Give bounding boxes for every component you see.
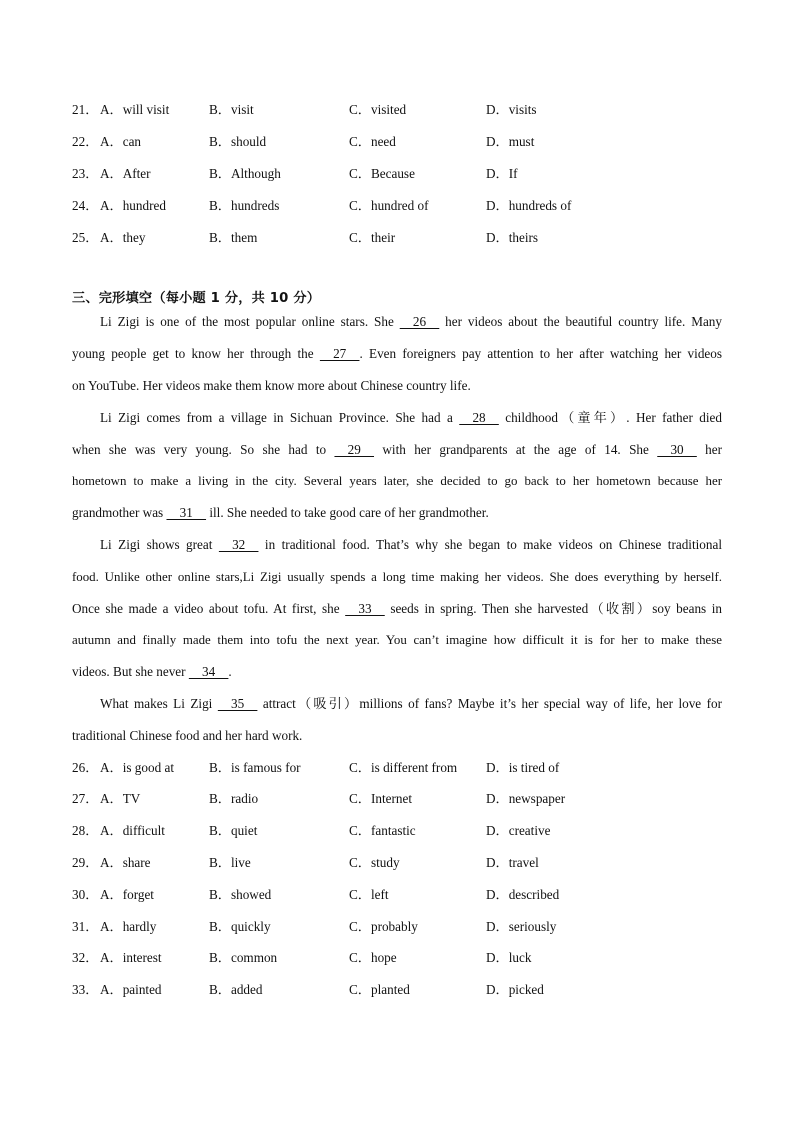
option-d: D．theirs [486,230,539,245]
option-c: C．is different from [349,760,458,775]
option-a: A．After [100,166,151,181]
passage-line: food. Unlike other online stars,Li Zigi usually spends a long time making her videos. She does everything by herself. [72,570,722,584]
option-d: D．If [486,166,518,181]
question-number: 31． [72,919,99,934]
option-a: A．they [100,230,146,245]
option-c: C．visited [349,102,407,117]
option-d: D．described [486,887,560,902]
option-b: B．is famous for [209,760,301,775]
question-number: 25． [72,230,99,245]
blank-31: 31 [166,505,207,520]
blank-32: 32 [218,537,259,552]
option-a: A．forget [100,887,154,902]
blank-34: 34 [188,664,229,679]
passage-line: traditional Chinese food and her hard work. [72,728,303,743]
question-number: 21． [72,102,99,117]
option-b: B．showed [209,887,272,902]
option-a: A．hardly [100,919,157,934]
blank-26: 26 [399,314,440,329]
blank-27: 27 [319,346,360,361]
option-b: B．quiet [209,823,258,838]
option-c: C．need [349,134,396,149]
passage-line: What makes Li Zigi 35 attract（吸引）millions of fans? Maybe it’s her special way of life, her love for [100,694,722,714]
option-c: C．Internet [349,791,412,806]
option-a: A．painted [100,982,162,997]
option-b: B．quickly [209,919,271,934]
option-d: D．travel [486,855,539,870]
option-b: B．added [209,982,263,997]
option-a: A．interest [100,950,162,965]
question-number: 24． [72,198,99,213]
passage-line: young people get to know her through the 27 . Even foreigners pay attention to her after watching her videos [72,344,722,364]
passage-line: autumn and finally made them into tofu the next year. You can’t imagine how difficult it is for her to make these [72,633,722,647]
option-c: C．probably [349,919,418,934]
question-number: 27． [72,791,99,806]
blank-29: 29 [334,442,375,457]
question-number: 22． [72,134,99,149]
question-number: 32． [72,950,99,965]
option-c: C．left [349,887,389,902]
option-d: D．seriously [486,919,557,934]
passage-line: Once she made a video about tofu. At first, she 33 seeds in spring. Then she harvested（收割）soy beans in [72,599,722,619]
passage-line: videos. But she never 34 . [72,662,722,682]
passage-line: when she was very young. So she had to 29 with her grandparents at the age of 14. She 30 her [72,440,722,460]
option-c: C．hundred of [349,198,429,213]
option-d: D．picked [486,982,544,997]
option-a: A．share [100,855,151,870]
option-a: A．TV [100,791,141,806]
question-number: 29． [72,855,99,870]
option-d: D．luck [486,950,532,965]
passage-line: hometown to make a living in the city. Several years later, she decided to go back to her hometown because her [72,474,722,488]
passage-line: Li Zigi shows great 32 in traditional food. That’s why she began to make videos on Chinese traditional [100,535,722,555]
option-a: A．can [100,134,142,149]
option-d: D．hundreds of [486,198,572,213]
option-a: A．hundred [100,198,166,213]
passage-line: on YouTube. Her videos make them know more about Chinese country life. [72,378,471,393]
option-d: D．is tired of [486,760,560,775]
blank-28: 28 [459,410,499,425]
option-b: B．radio [209,791,259,806]
question-number: 30． [72,887,99,902]
question-number: 33． [72,982,99,997]
question-number: 26． [72,760,99,775]
option-b: B．hundreds [209,198,280,213]
option-b: B．Although [209,166,281,181]
option-a: A．is good at [100,760,174,775]
option-c: C．fantastic [349,823,416,838]
option-a: A．will visit [100,102,170,117]
option-a: A．difficult [100,823,165,838]
option-b: B．live [209,855,251,870]
blank-33: 33 [345,601,385,616]
passage-line: Li Zigi comes from a village in Sichuan Province. She had a 28 childhood（童年）. Her father died [100,408,722,428]
question-number: 28． [72,823,99,838]
option-c: C．Because [349,166,415,181]
section-title: 三、完形填空（每小题 1 分，共 10 分） [72,291,321,306]
option-b: B．should [209,134,267,149]
option-c: C．study [349,855,400,870]
option-b: B．common [209,950,278,965]
option-d: D．newspaper [486,791,566,806]
passage-line: grandmother was 31 ill. She needed to take good care of her grandmother. [72,503,722,523]
option-d: D．must [486,134,535,149]
blank-35: 35 [217,696,258,711]
option-d: D．visits [486,102,537,117]
option-c: C．their [349,230,396,245]
option-b: B．them [209,230,258,245]
option-d: D．creative [486,823,551,838]
option-b: B．visit [209,102,254,117]
option-c: C．hope [349,950,397,965]
passage-line: Li Zigi is one of the most popular online stars. She 26 her videos about the beautiful country life. Many [100,312,722,332]
blank-30: 30 [657,442,697,457]
question-number: 23． [72,166,99,181]
option-c: C．planted [349,982,410,997]
